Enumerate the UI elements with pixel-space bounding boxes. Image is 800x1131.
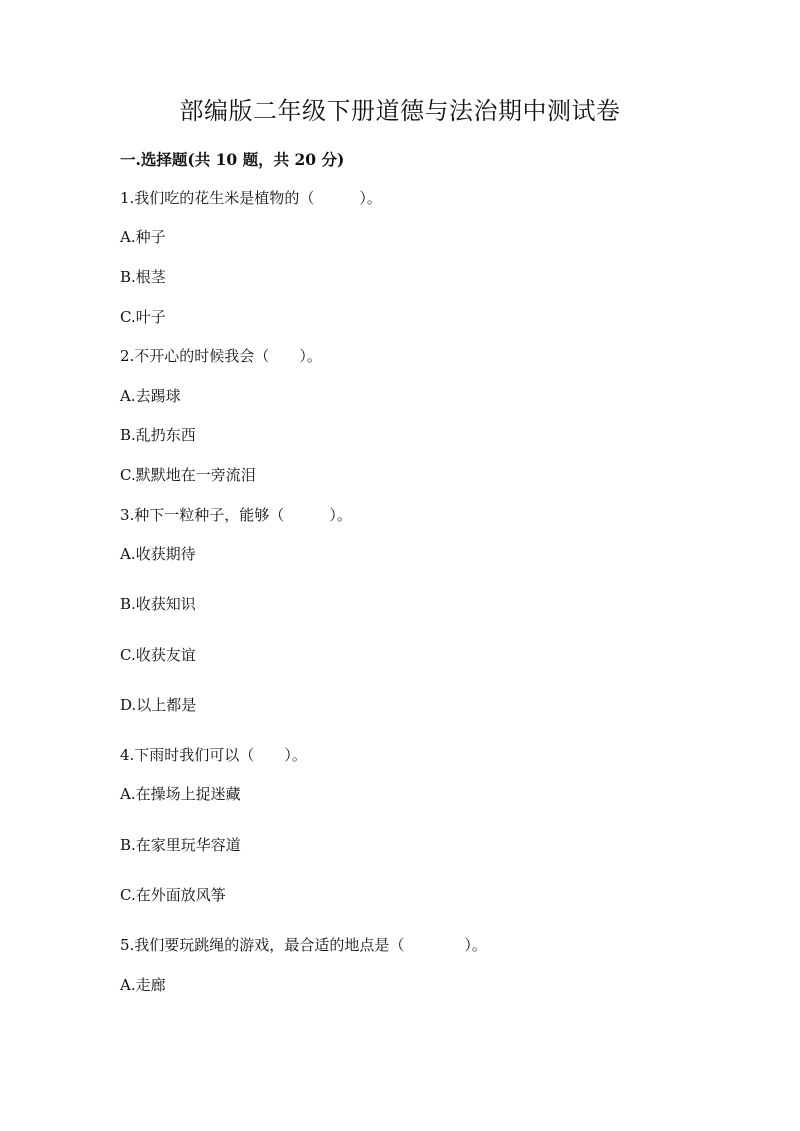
question-5-stem: 5.我们要玩跳绳的游戏，最合适的地点是（ ）。 <box>120 936 487 954</box>
question-3-option-d: D.以上都是 <box>120 696 197 714</box>
section-heading: 一.选择题(共 10 题，共 20 分) <box>120 150 345 169</box>
question-1-option-c: C.叶子 <box>120 308 166 326</box>
question-4-option-a: A.在操场上捉迷藏 <box>120 785 241 803</box>
question-3-option-a: A.收获期待 <box>120 545 196 563</box>
question-2-option-c: C.默默地在一旁流泪 <box>120 466 256 484</box>
question-5-option-a: A.走廊 <box>120 976 166 994</box>
question-3-option-b: B.收获知识 <box>120 595 196 613</box>
question-2-option-b: B.乱扔东西 <box>120 426 196 444</box>
question-4-option-c: C.在外面放风筝 <box>120 886 226 904</box>
question-4-stem: 4.下雨时我们可以（ ）。 <box>120 746 307 764</box>
question-1-stem: 1.我们吃的花生米是植物的（ ）。 <box>120 189 382 207</box>
question-4-option-b: B.在家里玩华容道 <box>120 836 241 854</box>
question-2-stem: 2.不开心的时候我会（ ）。 <box>120 347 322 365</box>
question-1-option-a: A.种子 <box>120 228 166 246</box>
question-1-option-b: B.根茎 <box>120 268 166 286</box>
question-2-option-a: A.去踢球 <box>120 387 181 405</box>
question-3-option-c: C.收获友谊 <box>120 646 196 664</box>
question-3-stem: 3.种下一粒种子，能够（ ）。 <box>120 506 352 524</box>
page-title: 部编版二年级下册道德与法治期中测试卷 <box>179 97 621 125</box>
